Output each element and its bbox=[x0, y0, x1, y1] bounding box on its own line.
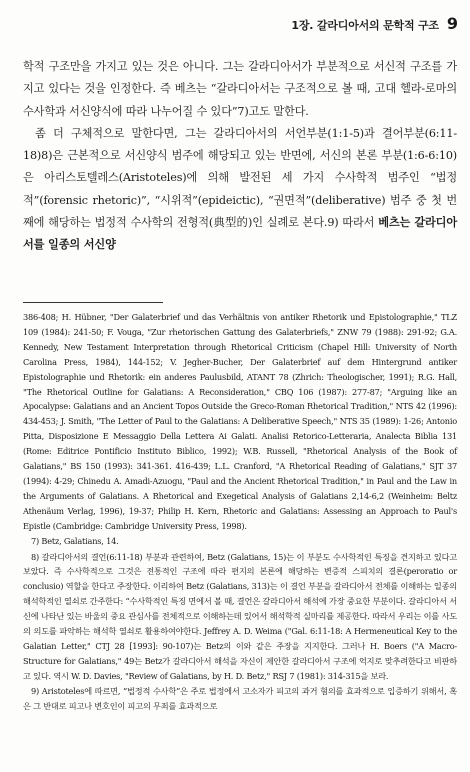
paragraph-2-bold-text: 베츠는 갈라디아서를 일종의 서신양 bbox=[23, 216, 457, 252]
footnote-6-continuation: 386-408; H. Hübner, "Der Galaterbrief und das Verhältnis von antiker Rhetorik und Epistolographie," TLZ 109 (1984): 241-50; F. Vouga, "Zur rhetorischen Gattung des Galaterbriefs," ZNW 79 (1988): 291-92; G.A. Kennedy, New Testament Interpretation through Rhetorical Criticism (Chapel Hill: University of North Carolina Press, 1984), 144-152; V. Jegher-Bucher, Der Galaterbrief auf dem Hintergrund antiker Epistolographie und Rhetorik: ein anderes Paulusbild, ATANT 78 (Zhrich: Theologischer, 1991); R.G. Hall, "The Rhetorical Outline for Galatians: A Reconsideration," CBQ 106 (1987): 277-87; "Arguing like an Apocalypse: Galatians and an Ancient Topos Outside the Greco-Roman Rhetorical Tradition," NTS 42 (1996): 434-453; J. Smith, "The Letter of Paul to the Galatians: A Deliberative Speech," NTS 35 (1989): 1-26; Antonio Pitta, Disposizione E Messaggio Della Lettera Ai Galati. Analisi Retorico-Letteraria, Analecta Biblia 131 (Rome: Editrice Pontificio Instituto Biblico, 1992); W.B. Russell, "Rhetorical Analysis of the Book of Galatians," BS 150 (1993): 341-361. 416-439; L.L. Cranford, "A Rhetorical Reading of Galatians," SJT 37 (1994): 4-29; Chinedu A. Amadi-Azuogu, "Paul and the Ancient Rhetorical Tradition," in Paul and the Law in the Arguments of Galatians. A Rhetorical and Exegetical Analysis of Galatians 2,14-6,2 (Weinheim: Beltz Athenäum Verlag, 1996), 19-37; Philip H. Kern, Rhetoric and Galatians: Assessing an Approach to Paul's Epistle (Cambridge: Cambridge University Press, 1998). bbox=[23, 312, 457, 531]
chapter-title: 1장. 갈라디아서의 문학적 구조 bbox=[291, 19, 439, 32]
footnotes bbox=[23, 310, 457, 714]
footnote-7: 7) Betz, Galatians, 14. bbox=[31, 536, 119, 547]
footnote-divider bbox=[23, 302, 163, 303]
main-text bbox=[23, 56, 457, 257]
paragraph-1: 학적 구조만을 가지고 있는 것은 아니다. 그는 갈라디아서가 부분적으로 서신적 구조를 가지고 있다는 것을 인정한다. 즉 베츠는 “갈라디아서는 구조적으로 볼 때, 고대 헬라-로마의 수사학과 서신양식에 따라 나누어질 수 있다”7)고도 말한다. bbox=[23, 60, 457, 118]
paragraph-2 bbox=[23, 123, 457, 257]
running-header bbox=[291, 14, 458, 33]
page-number: 9 bbox=[446, 14, 458, 33]
footnote-8: 8) 갈라디아서의 결언(6:11-18) 부분과 관련하여, Betz (Galatians, 15)는 이 부분도 수사학적인 특징을 견지하고 있다고 보았다. 즉 수사학적으로 그것은 전통적인 구조에 따라 편지의 본론에 해당하는 변증적 스피치의 결론(peroratio or conclusio) 역할을 한다고 주장한다. 이리하여 Betz (Galatians, 313)는 이 결언 부분을 갈라디아서 전체를 이해하는 일종의 해석학적인 열쇠로 간주한다: “수사학적인 특징 면에서 볼 때, 결언은 갈라디아서 해석에 가장 중요한 부분이다. 갈라디아서 서신에 나타난 있는 바울의 중요 관심사를 전체적으로 이해하는데 있어서 해석학적 실마리를 제공한다. 따라서 우리는 이를 사도의 의도를 파악하는 해석학 열쇠로 활용하여야한다. Jeffrey A. D. Weima ("Gal. 6:11-18: A Hermeneutical Key to the Galatian Letter," CTJ 28 [1993]: 90-107)는 Betz의 이와 같은 주장을 지지한다. 그러나 H. Boers ("A Macro-Structure for Galatians," 49는 Betz가 갈라디아서 해석을 자신이 제안한 갈라디아서 구조에 억지로 맞추려한다고 비판하고 있다. 역시 W. D. Davies, "Review of Galatians, by H. D. Betz," RSJ 7 (1981): 314-315을 보라. bbox=[23, 551, 457, 681]
paragraph-2-text: 좀 더 구체적으로 말한다면, 그는 갈라디아서의 서언부분(1:1-5)과 결어부분(6:11-18)8)은 근본적으로 서신양식 범주에 해당되고 있는 반면에, 서신의 본론 부분(1:6-6:10)은 아리스토텔레스(Aristoteles)에 의해 발전된 세 가지 수사학적 범주인 “법정적”(forensic rhetoric)”, “시위적”(epideictic), “권면적”(deliberative) 범주 중 첫 번째에 해당하는 법정적 수사학의 전형적(典型的)인 실례로 본다.9) 따라서 bbox=[23, 126, 457, 230]
footnote-9: 9) Aristoteles에 따르면, “법정적 수사학”은 주로 법정에서 고소자가 피고의 과거 혐의를 효과적으로 입증하기 위해서, 혹은 그 반대로 피고나 변호인이 피고의 무죄를 효과적으로 bbox=[23, 686, 457, 712]
